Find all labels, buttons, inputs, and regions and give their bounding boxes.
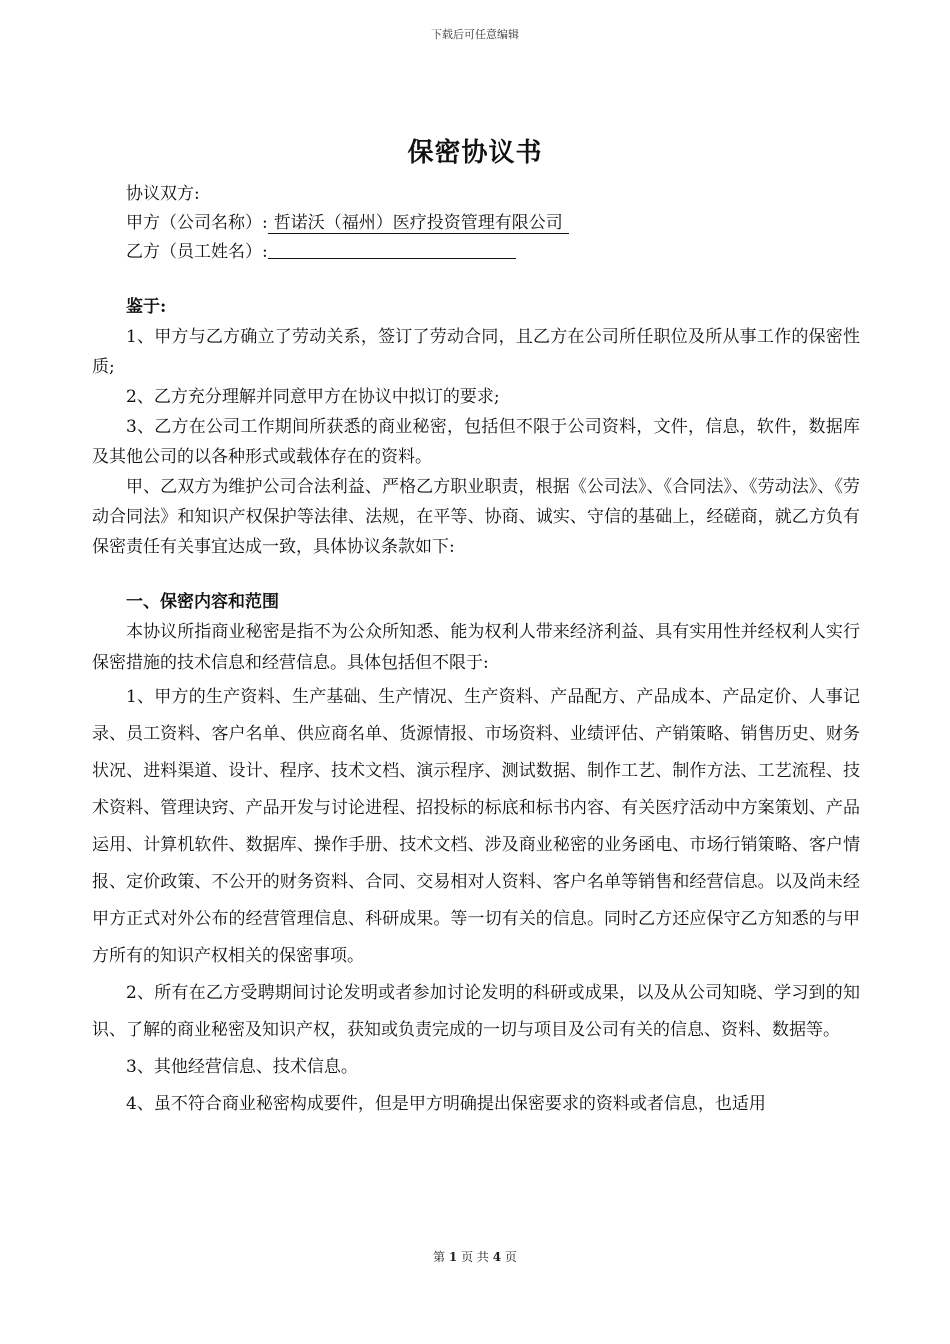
header-note: 下载后可任意编辑 [431, 28, 519, 41]
section-1-intro: 本协议所指商业秘密是指不为公众所知悉、能为权利人带来经济利益、具有实用性并经权利人实行保密措施的技术信息和经营信息。具体包括但不限于: [92, 622, 860, 673]
page-footer [0, 1248, 950, 1265]
document-body [92, 180, 860, 1123]
whereas-item: 2、乙方充分理解并同意甲方在协议中拟订的要求; [126, 387, 500, 407]
whereas-item: 3、乙方在公司工作期间所获悉的商业秘密，包括但不限于公司资料，文件，信息，软件，数据库及其他公司的以各种形式或载体存在的资料。 [92, 417, 860, 467]
footer-suffix: 页 [504, 1250, 517, 1264]
footer-page-number: 1 [448, 1250, 458, 1264]
footer-prefix: 第 [433, 1250, 446, 1264]
whereas-heading: 鉴于: [126, 297, 167, 317]
spacer [92, 562, 860, 588]
section-1-heading: 一、保密内容和范围 [126, 592, 279, 612]
section-1-item: 4、虽不符合商业秘密构成要件，但是甲方明确提出保密要求的资料或者信息，也适用 [126, 1094, 766, 1114]
preamble-paragraph: 甲、乙双方为维护公司合法利益、严格乙方职业职责，根据《公司法》、《合同法》、《劳动法》、《劳动合同法》和知识产权保护等法律、法规，在平等、协商、诚实、守信的基础上，经磋商，就乙方负有保密责任有关事宜达成一致，具体协议条款如下: [92, 477, 860, 557]
section-1-item: 2、所有在乙方受聘期间讨论发明或者参加讨论发明的科研或成果，以及从公司知晓、学习到的知识、了解的商业秘密及知识产权，获知或负责完成的一切与项目及公司有关的信息、资料、数据等。 [92, 983, 860, 1040]
party-b-name-blank [268, 240, 516, 259]
footer-total-pages: 4 [492, 1250, 502, 1264]
party-a-label: 甲方（公司名称）: [126, 213, 268, 233]
footer-middle: 页 共 [461, 1250, 489, 1264]
party-a-line [92, 209, 860, 238]
document-title: 保密协议书 [407, 138, 543, 168]
section-1-item: 3、其他经营信息、技术信息。 [126, 1057, 358, 1077]
party-b-line [92, 238, 860, 267]
spacer [92, 267, 860, 293]
party-b-label: 乙方（员工姓名）: [126, 242, 268, 262]
whereas-item: 1、甲方与乙方确立了劳动关系，签订了劳动合同，且乙方在公司所任职位及所从事工作的保密性质; [92, 327, 860, 377]
parties-label: 协议双方: [126, 184, 200, 204]
party-a-company-name: 哲诺沃（福州）医疗投资管理有限公司 [268, 213, 569, 234]
section-1-item: 1、甲方的生产资料、生产基础、生产情况、生产资料、产品配方、产品成本、产品定价、人事记录、员工资料、客户名单、供应商名单、货源情报、市场资料、业绩评估、产销策略、销售历史、财务状况、进料渠道、设计、程序、技术文档、演示程序、测试数据、制作工艺、制作方法、工艺流程、技术资料、管理诀窍、产品开发与讨论进程、招投标的标底和标书内容、有关医疗活动中方案策划、产品运用、计算机软件、数据库、操作手册、技术文档、涉及商业秘密的业务函电、市场行销策略、客户情报、定价政策、不公开的财务资料、合同、交易相对人资料、客户名单等销售和经营信息。以及尚未经甲方正式对外公布的经营管理信息、科研成果。等一切有关的信息。同时乙方还应保守乙方知悉的与甲方所有的知识产权相关的保密事项。 [92, 687, 860, 966]
